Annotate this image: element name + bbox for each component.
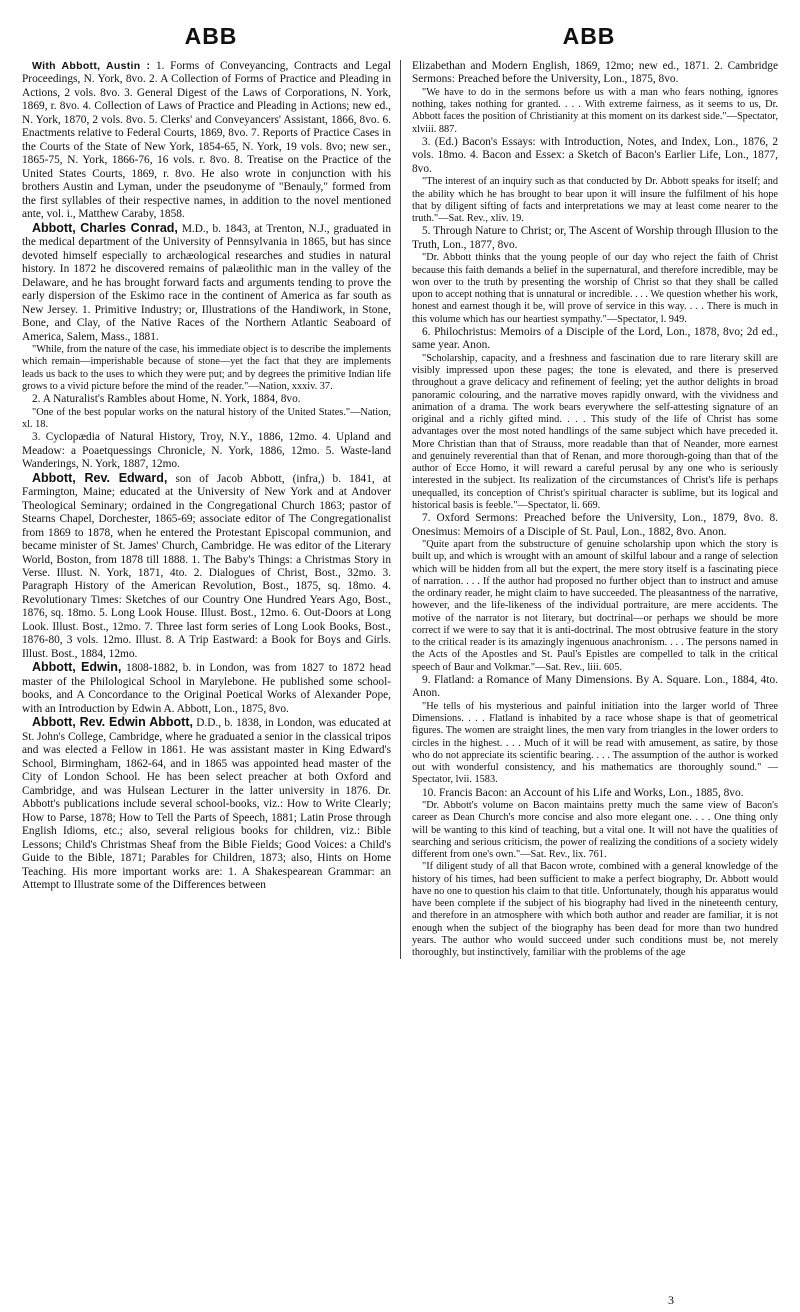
entry-paragraph [412, 674, 778, 701]
review-quote [412, 176, 778, 225]
author-name: Abbott, Rev. Edwin Abbott, [32, 715, 193, 730]
entry-text: 9. Flatland: a Romance of Many Dimensions. By A. Square. Lon., 1884, 4to. Anon. [412, 673, 778, 700]
author-entry [22, 472, 391, 662]
author-name: Abbott, Rev. Edward, [32, 470, 168, 485]
entry-text: 7. Oxford Sermons: Preached before the University, Lon., 1879, 8vo. 8. Onesimus: Memoirs of a Disciple of St. Paul, Lon., 1882, 8vo. Anon. [412, 512, 778, 538]
left-column [22, 60, 400, 959]
entry-paragraph [412, 326, 778, 353]
entry-text: 1808-1882, b. in London, was from 1827 to 1872 head master of the Philological School in Marylebone. He published some school-books, and A Concordance to the Original Poetical Works of Alexander Pope, with an Introduction by Edwin A. Abbott, Lon., 1875, 8vo. [22, 662, 392, 715]
review-quote [22, 407, 391, 432]
entry-text: "Quite apart from the substructure of genuine scholarship upon which the story is built up, and which is wrought with an amount of skilful labour and a range of selection which will be hidden from all but the expert, the mere story itself is a fascinating piece of narration. . . . If the author had proposed no further object than to instruct and amuse the ordinary reader, he might claim to have succeeded. The pleasantness of the narrative, however, and the life-likeness of the individual portraiture, are mere accidents. The motive of the narrator is not literary, but doctrinal—or perhaps we should be more correct if we were to say that it is anti-doctrinal. The most obtrusive feature in the story to the critical reader is its amazingly ingenuous anachronism. . . . The persons named in the Acts of the Apostles and St. Paul's Epistles are compelled to talk in the critical speech of Baur and Volkmar."—Sat. Rev., liii. 605. [412, 539, 778, 673]
entry-text: "Scholarship, capacity, and a freshness and fascination due to rare literary skill are visibly impressed upon these pages; the tone is elevated, and there is preserved throughout a grave delicacy and refinement of feeling; yet the author delights in broad panoramic colouring, and the narrative moves rapidly onward, with the vividness and animation of a drama. The work bears everywhere the self-attesting signature of an original and a richly gifted mind. . . . This study of the life of Christ has some advantages over the most noted handlings of the same subject which have preceded it. More Christian than that of Strauss, more readable than that of Neander, more earnest and genuinely reverential than that of Renan, and more thorough-going than that of the author of Ecce Homo, it will reward a careful perusal by any one who is seriously interested in the subject. Its realization of the circumstances of Christ's life is perhaps unequalled, its conception of Christ's spiritual character is sublime, but its logical and historical basis is feeble."—Spectator, li. 669. [412, 352, 778, 511]
entry-paragraph [22, 60, 391, 222]
author-entry [22, 716, 391, 892]
entry-text: "Dr. Abbott's volume on Bacon maintains pretty much the same view of Bacon's career as Dean Church's more concise and also more elegant one. . . . One thing only will be wanting to this kind of teaching, but a vital one. It will not have the qualities of searching and serious criticism, the power of realizing the conditions of a society widely different from one's own."—Sat. Rev., lix. 761. [412, 800, 778, 861]
entry-text: D.D., b. 1838, in London, was educated at St. John's College, Cambridge, where he graduated a senior in the classical tripos and was elected a Fellow in 1861. He was assistant master in King Edward's School, Birmingham, 1862-64, and in 1865 was appointed head master of the City of London School. He has been select preacher at both Oxford and Cambridge, and was Hulsean Lecturer in the latter university in 1876. Dr. Abbott's publications include several school-books, viz.: How to Write Clearly; How to Parse, 1878; How to Tell the Parts of Speech, 1881; Latin Prose through English Idioms, etc.; also, several religious books for children, viz.: Bible Lessons; Child's Christmas Sheaf from the Bible Fields; Good Voices: a Child's Guide to the Bible, 1871; Parables for Children, 1873; also, Hints on Home Teaching. His more important works are: 1. A Shakespearean Grammar: an Attempt to Illustrate some of the Differences between [22, 717, 391, 892]
entry-text: "While, from the nature of the case, his immediate object is to describe the implements which remain—imperishable because of stone—yet the fact that they are implements leads us back to the uses to which they were put; and by degrees the primitive Indian life grows to a vivid picture before the mind of the reader."—Nation, xxxiv. 37. [22, 344, 391, 392]
entry-paragraph [412, 136, 778, 176]
review-quote [412, 353, 778, 512]
entry-text: 3. Cyclopædia of Natural History, Troy, N.Y., 1886, 12mo. 4. Upland and Meadow: a Poaetquessings Chronicle, N. York, 1886, 12mo. 5. Waste-land Wanderings, N. York, 1887, 12mo. [22, 431, 391, 471]
author-entry [22, 661, 391, 716]
running-header [22, 0, 778, 60]
right-column [400, 60, 778, 959]
entry-paragraph [412, 512, 778, 539]
entry-text: "Dr. Abbott thinks that the young people of our day who reject the faith of Christ because this faith demands a belief in the supernatural, and therefore incredible, may be won over to the truth by presenting the worship of Christ so that they shall be called upon to accept nothing that is unnatural or incredible. . . . We question whether his work, honest and earnest though it be, will prove of service in this way. . . . There is much in this volume which has our heartiest sympathy."—Spectator, l. 949. [412, 252, 778, 325]
entry-paragraph [412, 60, 778, 87]
page-number: 3 [668, 1293, 674, 1307]
entry-text: 2. A Naturalist's Rambles about Home, N. York, 1884, 8vo. [32, 393, 301, 406]
entry-text: "We have to do in the sermons before us with a man who fears nothing, ignores nothing, takes nothing for granted. . . . With extreme fairness, as it seems to us, Dr. Abbott faces the position of Christianity at this moment on its darkest side."—Spectator, xlviii. 887. [412, 86, 778, 135]
entry-paragraph [22, 431, 391, 471]
header-right: ABB [562, 23, 616, 49]
entry-paragraph [412, 225, 778, 252]
review-quote [412, 539, 778, 674]
entry-paragraph [412, 787, 778, 800]
entry-text: M.D., b. 1843, at Trenton, N.J., graduated in the medical department of the University of Pennsylvania in 1865, but has since devoted himself especially to archæological researches and studies in natural history. In 1872 he discovered remains of palæolithic man in the valley of the Delaware, and he has brought forward facts and arguments tending to prove the early dispersion of the Eskimo race in the continent of America as far south as New Jersey. 1. Primitive Industry; or, Illustrations of the Handiwork, in Stone, Bone, and Clay, of the Native Races of the Northern Atlantic Seaboard of America, Salem, Mass., 1881. [22, 222, 391, 343]
entry-text: 5. Through Nature to Christ; or, The Ascent of Worship through Illusion to the Truth, Lon., 1877, 8vo. [412, 225, 778, 251]
entry-text: "He tells of his mysterious and painful initiation into the larger world of Three Dimensions. . . . Flatland is inhabited by a race whose shape is that of geometrical figures. The women are straight lines, the men vary from triangles in the lower orders to circles in the highest. . . . Much of it will be read with amusement, as satire, by those who do not appreciate its scientific bearing. . . . The assumption of the author is worked out with wonderful consistency, and his mathematics are thoroughly sound." —Spectator, lvii. 1583. [412, 700, 778, 786]
review-quote [412, 252, 778, 326]
author-entry [22, 222, 391, 344]
entry-text: "If diligent study of all that Bacon wrote, combined with a general knowledge of the history of his times, had been sufficient to make a perfect biography, Dr. Abbott would have no one to question his claim to that title. Unfortunately, though his apparatus would have been complete if the subject of his biography had lived in the nineteenth century, and therefore in an atmosphere with which both author and reader are familiar, it is not enough when the subject of the biography has been dead for more than two hundred years. The author who would succeed under such conditions must be, not merely thoroughly, but instinctively, familiar with the problems of the age [412, 861, 778, 959]
author-name: Abbott, Charles Conrad, [32, 220, 178, 235]
review-quote [412, 701, 778, 787]
two-column-body [22, 60, 778, 959]
review-quote [412, 861, 778, 959]
entry-text: son of Jacob Abbott, (infra,) b. 1841, at Farmington, Maine; educated at the University of New York and at Andover Theological Seminary; ordained in the Congregational Church 1863; pastor of Stearns Chapel, Dorchester, 1865-69; associate editor of The Congregationalist from 1869 to 1878, when he entered the Protestant Episcopal communion, and became minister of St. James' Church, Cambridge. He was editor of the Literary World, Boston, from 1878 till 1888. 1. The Baby's Things: a Christmas Story in Verse. Illust. N. York, 1871, 4to. 2. Dialogues of Christ, Bost., 32mo. 3. Paragraph History of the American Revolution, Bost., 1875, sq. 18mo. 4. Revolutionary Times: Sketches of our Country One Hundred Years Ago, Bost., 1876, sq. 18mo. 5. Long Look House. Illust. Bost., 12mo. 6. Out-Doors at Long Look. Illust. Bost., 12mo. 7. Three last form series of Long Look Books, Bost., 1876-80, 3 vols. 12mo. Illust. 8. A Trip Eastward: a Book for Boys and Girls. Illust. Bost., 1884, 12mo. [22, 472, 391, 660]
entry-lead: With Abbott, Austin : [32, 60, 151, 72]
review-quote [412, 800, 778, 861]
review-quote [22, 344, 391, 393]
entry-text: "The interest of an inquiry such as that conducted by Dr. Abbott speaks for itself; and the ability which he has brought to bear upon it will insure the fulfilment of his hope that by diligent sifting of facts and interpretations we may at least come nearer to the truth."—Sat. Rev., xliv. 19. [412, 176, 778, 225]
entry-text: 10. Francis Bacon: an Account of his Life and Works, Lon., 1885, 8vo. [422, 786, 744, 799]
entry-text: 3. (Ed.) Bacon's Essays: with Introduction, Notes, and Index, Lon., 1876, 2 vols. 18mo. 4. Bacon and Essex: a Sketch of Bacon's Earlier Life, Lon., 1877, 8vo. [412, 135, 778, 175]
review-quote [412, 87, 778, 136]
entry-text: 6. Philochristus: Memoirs of a Disciple of the Lord, Lon., 1878, 8vo; 2d ed., same year. Anon. [412, 325, 778, 352]
author-name: Abbott, Edwin, [32, 660, 122, 675]
entry-text: Elizabethan and Modern English, 1869, 12mo; new ed., 1871. 2. Cambridge Sermons: Preached before the University, Lon., 1875, 8vo. [412, 60, 778, 86]
entry-text: 1. Forms of Conveyancing, Contracts and Legal Proceedings, N. York, 8vo. 2. A Collection of Forms of Practice and Pleading in Actions, 2 vols. 8vo. 3. General Digest of the Laws of Corporations, N. York, 1869, r. 8vo. 4. Collection of Laws of Practice and Pleading in Actions; new ed., N. York, 1870, 2 vols. 8vo. 5. Clerks' and Conveyancers' Assistant, 1866, 8vo. 6. Enactments relative to Federal Courts, 1869, 8vo. 7. Reports of Practice Cases in the Courts of the State of New York, 1854-65, N. York, 19 vols. 8vo; new ser., 1865-75, N. York, 1866-76, 16 vols. r. 8vo. 8. Treatise on the Practice of the United States Courts, 1869, r. 8vo. He also wrote in conjunction with his brothers Austin and Lyman, under the pseudonyme of "Benauly," formed from the first syllables of their respective names, in addition to the novel mentioned ante, vol. i., Matthew Caraby, 1858. [22, 60, 391, 221]
header-left: ABB [184, 23, 238, 49]
entry-paragraph [22, 393, 391, 406]
entry-text: "One of the best popular works on the natural history of the United States."—Nation, xl. 18. [22, 406, 391, 430]
